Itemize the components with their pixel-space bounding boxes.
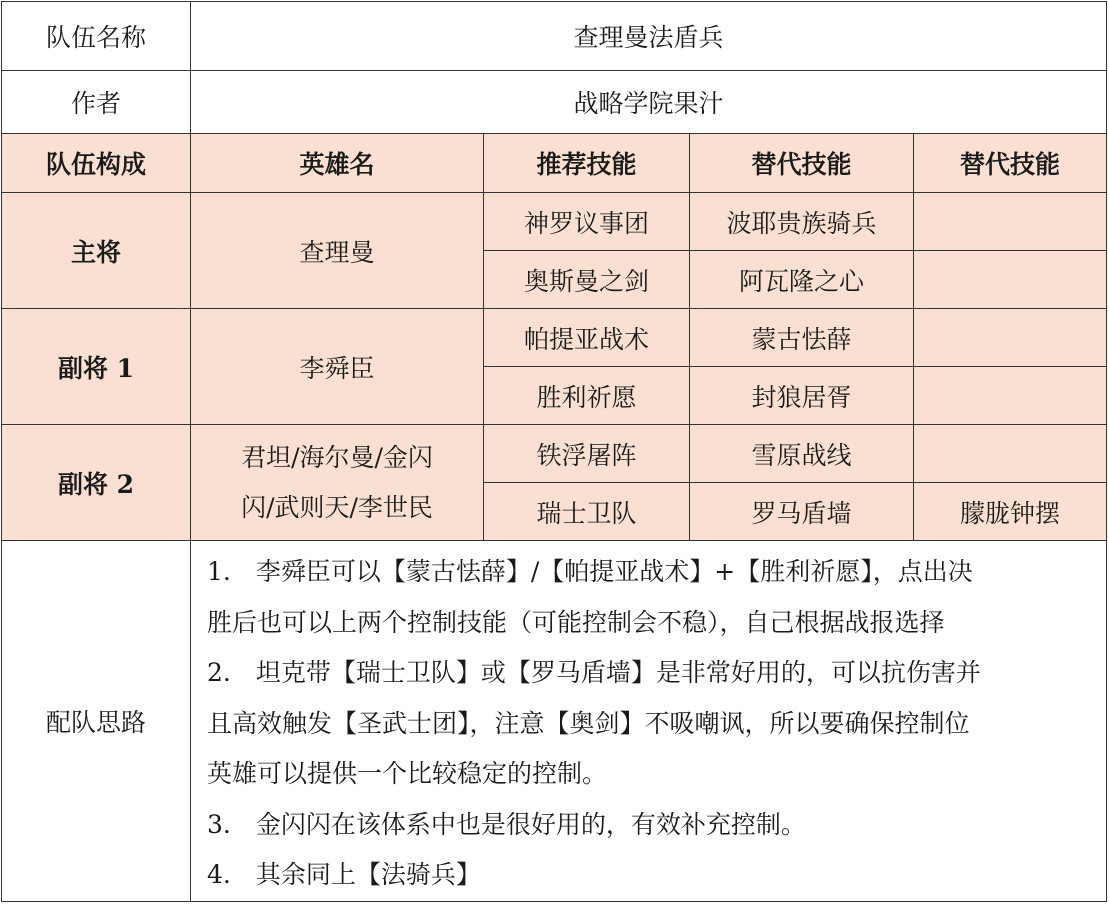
alt-skill-2 <box>914 193 1107 251</box>
recommended-skill: 奥斯曼之剑 <box>484 251 690 309</box>
alt-skill-1: 封狼居胥 <box>690 367 914 425</box>
hero-main: 查理曼 <box>191 193 484 309</box>
author-row <box>2 71 1107 134</box>
header-recommended-skill: 推荐技能 <box>484 134 690 193</box>
alt-skill-2: 朦胧钟摆 <box>914 483 1107 541</box>
notes-row <box>2 541 1107 902</box>
role-vice-2: 副将 2 <box>2 425 191 541</box>
hero-vice-2-line-2: 闪/武则天/李世民 <box>241 492 433 522</box>
notes-line: 且高效触发【圣武士团】，注意【奥剑】不吸嘲讽，所以要确保控制位 <box>207 708 970 738</box>
alt-skill-2 <box>914 309 1107 367</box>
table-row <box>2 425 1107 483</box>
alt-skill-1: 波耶贵族骑兵 <box>690 193 914 251</box>
recommended-skill: 帕提亚战术 <box>484 309 690 367</box>
notes-line: 2. 坦克带【瑞士卫队】或【罗马盾墙】是非常好用的，可以抗伤害并 <box>207 658 981 687</box>
recommended-skill: 瑞士卫队 <box>484 483 690 541</box>
notes-line: 英雄可以提供一个比较稳定的控制。 <box>207 759 608 788</box>
notes-line: 胜后也可以上两个控制技能（可能控制会不稳），自己根据战报选择 <box>207 607 945 637</box>
alt-skill-2 <box>914 425 1107 483</box>
notes-line: 4. 其余同上【法骑兵】 <box>207 860 481 889</box>
alt-skill-1: 阿瓦隆之心 <box>690 251 914 309</box>
team-name-value: 查理曼法盾兵 <box>191 2 1107 71</box>
header-hero: 英雄名 <box>191 134 484 193</box>
alt-skill-1: 雪原战线 <box>690 425 914 483</box>
alt-skill-1: 蒙古怯薛 <box>690 309 914 367</box>
hero-vice-2 <box>191 425 484 541</box>
alt-skill-1: 罗马盾墙 <box>690 483 914 541</box>
team-lineup-table <box>1 1 1107 902</box>
recommended-skill: 胜利祈愿 <box>484 367 690 425</box>
table-row <box>2 193 1107 251</box>
header-composition: 队伍构成 <box>2 134 191 193</box>
team-name-row <box>2 2 1107 71</box>
table-row <box>2 309 1107 367</box>
notes-line: 3. 金闪闪在该体系中也是很好用的，有效补充控制。 <box>207 809 806 839</box>
author-label: 作者 <box>2 71 191 134</box>
alt-skill-2 <box>914 367 1107 425</box>
alt-skill-2 <box>914 251 1107 309</box>
recommended-skill: 铁浮屠阵 <box>484 425 690 483</box>
recommended-skill: 神罗议事团 <box>484 193 690 251</box>
notes-label: 配队思路 <box>2 541 191 902</box>
header-alt-skill-1: 替代技能 <box>690 134 914 193</box>
header-alt-skill-2: 替代技能 <box>914 134 1107 193</box>
role-vice-1: 副将 1 <box>2 309 191 425</box>
hero-vice-2-line-1: 君坦/海尔曼/金闪 <box>241 442 433 472</box>
header-row <box>2 134 1107 193</box>
role-main: 主将 <box>2 193 191 309</box>
author-value: 战略学院果汁 <box>191 71 1107 134</box>
hero-vice-1: 李舜臣 <box>191 309 484 425</box>
team-name-label: 队伍名称 <box>2 2 191 71</box>
notes-line: 1. 李舜臣可以【蒙古怯薛】/【帕提亚战术】+【胜利祈愿】，点出决 <box>207 557 973 586</box>
notes-content <box>191 541 1107 902</box>
